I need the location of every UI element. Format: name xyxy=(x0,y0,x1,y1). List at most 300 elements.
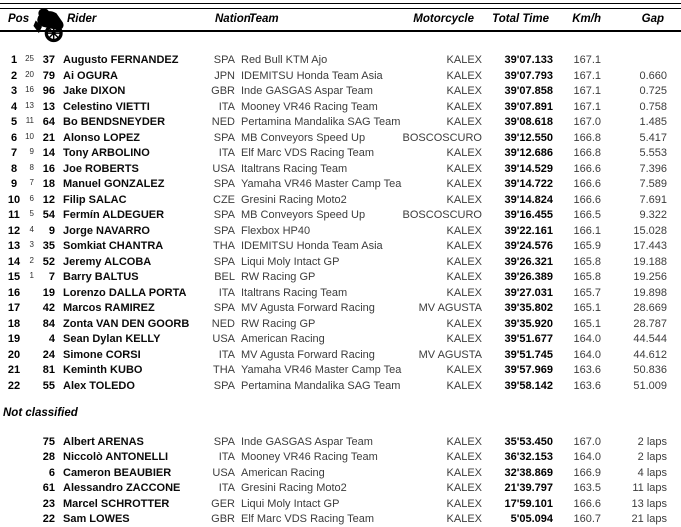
position-cell: 8 xyxy=(10,162,18,175)
team-cell: Yamaha VR46 Master Camp Tea xyxy=(241,178,402,190)
position-cell: 19 xyxy=(7,333,21,345)
total-time-cell: 39'12.550 xyxy=(504,131,553,144)
kmh-cell: 166.5 xyxy=(573,209,601,221)
rider-number-cell: 24 xyxy=(42,348,55,361)
position-cell: 9 xyxy=(10,178,18,190)
team-cell: Inde GASGAS Aspar Team xyxy=(241,436,373,448)
gap-cell: 2 laps xyxy=(637,451,667,464)
total-time-cell: 35'53.450 xyxy=(504,436,553,448)
team-cell: Mooney VR46 Racing Team xyxy=(241,100,378,113)
points-cell: 13 xyxy=(25,100,34,110)
table-row xyxy=(0,512,681,527)
kmh-cell: 167.1 xyxy=(573,69,601,82)
points-cell xyxy=(24,346,34,362)
nation-cell: CZE xyxy=(213,193,235,206)
gap-cell: 19.188 xyxy=(633,255,667,268)
total-time-cell: 39'22.161 xyxy=(504,224,553,237)
position-cell: 20 xyxy=(7,348,21,361)
kmh-cell: 167.1 xyxy=(573,85,601,97)
gap-cell: 9.322 xyxy=(639,209,667,221)
points-cell xyxy=(24,510,34,525)
motorcycle-cell: KALEX xyxy=(446,512,482,525)
kmh-cell: 164.0 xyxy=(573,333,601,345)
position-cell xyxy=(0,435,24,450)
total-time-cell: 39'35.802 xyxy=(504,302,553,314)
position-cell: 14 xyxy=(7,255,21,268)
motorcycle-cell: KALEX xyxy=(446,451,482,464)
rider-number-cell: 28 xyxy=(42,451,55,464)
nation-cell: SPA xyxy=(213,209,235,221)
table-row xyxy=(0,224,681,240)
rider-number-cell: 54 xyxy=(42,209,55,221)
position-cell: 17 xyxy=(7,302,21,314)
table-row xyxy=(0,84,681,100)
motorcycle-cell: KALEX xyxy=(446,271,482,283)
points-cell: 8 xyxy=(29,162,34,172)
gap-cell: 7.396 xyxy=(639,162,667,175)
team-cell: Liqui Moly Intact GP xyxy=(241,497,340,510)
gap-cell: 4 laps xyxy=(637,466,667,479)
nation-cell: SPA xyxy=(213,255,235,268)
results-sheet xyxy=(0,3,681,526)
rider-number-cell: 18 xyxy=(42,178,55,190)
motorcycle-rider-icon xyxy=(30,7,72,43)
gap-cell: 15.028 xyxy=(633,224,667,237)
total-time-cell: 39'51.677 xyxy=(504,333,553,345)
motorcycle-cell: KALEX xyxy=(446,364,482,376)
table-row xyxy=(0,379,681,395)
team-cell: RW Racing GP xyxy=(241,271,316,283)
nation-cell: SPA xyxy=(213,436,235,448)
motorcycle-cell: KALEX xyxy=(446,193,482,206)
rider-number-cell: 64 xyxy=(42,116,55,128)
classified-rows xyxy=(0,53,681,394)
nation-cell: NED xyxy=(211,317,235,330)
total-time-cell: 36'32.153 xyxy=(504,451,553,464)
total-time-cell: 32'38.869 xyxy=(504,466,553,479)
rider-name-cell: Sam LOWES xyxy=(63,512,130,525)
points-cell xyxy=(24,377,34,393)
rider-name-cell: Marcos RAMIREZ xyxy=(63,302,155,314)
total-time-cell: 17'59.101 xyxy=(504,497,553,510)
table-row xyxy=(0,255,681,271)
rider-name-cell: Niccolò ANTONELLI xyxy=(63,451,169,464)
table-row xyxy=(0,177,681,193)
team-cell: Flexbox HP40 xyxy=(241,224,311,237)
motorcycle-cell: KALEX xyxy=(446,255,482,268)
position-cell xyxy=(0,466,24,481)
total-time-cell: 39'14.529 xyxy=(504,162,553,175)
table-row xyxy=(0,100,681,116)
nation-cell: SPA xyxy=(213,302,235,314)
motorcycle-cell: KALEX xyxy=(446,54,482,66)
team-cell: IDEMITSU Honda Team Asia xyxy=(241,240,383,252)
points-cell xyxy=(24,433,34,448)
table-row xyxy=(0,317,681,333)
kmh-cell: 166.6 xyxy=(573,497,601,510)
rider-name-cell: Augusto FERNANDEZ xyxy=(63,54,179,66)
gap-cell: 28.787 xyxy=(633,317,667,330)
rider-name-cell: Marcel SCHROTTER xyxy=(63,497,170,510)
rider-name-cell: Cameron BEAUBIER xyxy=(63,466,172,479)
points-cell xyxy=(24,284,34,300)
not-classified-rows xyxy=(0,435,681,527)
kmh-cell: 165.8 xyxy=(573,271,601,283)
nation-cell: SPA xyxy=(213,131,235,144)
rider-number-cell: 19 xyxy=(42,286,55,299)
team-cell: Elf Marc VDS Racing Team xyxy=(241,147,375,159)
motorcycle-cell: KALEX xyxy=(446,333,482,345)
gap-cell: 5.553 xyxy=(639,147,667,159)
motorcycle-cell: MV AGUSTA xyxy=(418,348,482,361)
rider-name-cell: Filip SALAC xyxy=(63,193,127,206)
position-cell: 10 xyxy=(7,193,21,206)
gap-cell: 19.256 xyxy=(633,271,667,283)
position-cell: 16 xyxy=(7,286,21,299)
total-time-cell: 39'26.389 xyxy=(504,271,553,283)
rider-name-cell: Keminth KUBO xyxy=(63,364,143,376)
kmh-cell: 163.6 xyxy=(573,364,601,376)
position-cell: 22 xyxy=(7,379,21,392)
total-time-cell: 39'08.618 xyxy=(504,116,553,128)
kmh-cell: 166.8 xyxy=(573,131,601,144)
rider-name-cell: Somkiat CHANTRA xyxy=(63,240,164,252)
position-cell xyxy=(0,497,24,512)
total-time-cell: 39'07.793 xyxy=(504,69,553,82)
gap-cell: 7.691 xyxy=(639,193,667,206)
gap-cell: 11 laps xyxy=(632,482,667,495)
table-row xyxy=(0,301,681,317)
nation-cell: USA xyxy=(212,162,235,175)
rider-name-cell: Jake DIXON xyxy=(63,85,126,97)
points-cell xyxy=(24,495,34,510)
kmh-cell: 166.6 xyxy=(573,162,601,175)
position-cell: 2 xyxy=(10,69,18,82)
kmh-cell: 165.8 xyxy=(573,255,601,268)
motorcycle-cell: KALEX xyxy=(446,147,482,159)
rider-name-cell: Lorenzo DALLA PORTA xyxy=(63,286,187,299)
motorcycle-cell: KALEX xyxy=(446,162,482,175)
rider-name-cell: Ai OGURA xyxy=(63,69,118,82)
rider-name-cell: Alonso LOPEZ xyxy=(63,131,140,144)
position-cell: 12 xyxy=(7,224,21,237)
nation-cell: SPA xyxy=(213,379,235,392)
points-cell: 3 xyxy=(29,240,34,249)
total-time-cell: 5'05.094 xyxy=(510,512,553,525)
rider-number-cell: 96 xyxy=(42,85,55,97)
gap-cell: 28.669 xyxy=(633,302,667,314)
table-header xyxy=(0,8,681,32)
position-cell: 5 xyxy=(10,116,18,128)
motorcycle-cell: KALEX xyxy=(446,100,482,113)
points-cell xyxy=(24,330,34,346)
gap-cell: 2 laps xyxy=(637,436,667,448)
kmh-cell: 166.8 xyxy=(573,147,601,159)
rider-number-cell: 52 xyxy=(42,255,55,268)
motorcycle-cell: KALEX xyxy=(446,482,482,495)
nation-cell: BEL xyxy=(214,271,235,283)
total-time-cell: 39'26.321 xyxy=(504,255,553,268)
total-time-cell: 39'27.031 xyxy=(504,286,553,299)
rider-name-cell: Bo BENDSNEYDER xyxy=(63,116,166,128)
rider-number-cell: 13 xyxy=(42,100,55,113)
nation-cell: GER xyxy=(211,497,235,510)
gap-cell: 50.836 xyxy=(633,364,667,376)
team-cell: Red Bull KTM Ajo xyxy=(241,54,328,66)
motorcycle-cell: KALEX xyxy=(446,497,482,510)
gap-cell: 51.009 xyxy=(633,379,667,392)
kmh-cell: 163.5 xyxy=(573,482,601,495)
points-cell: 5 xyxy=(29,209,34,218)
total-time-cell: 39'57.969 xyxy=(504,364,553,376)
table-row xyxy=(0,115,681,131)
rider-name-cell: Alex TOLEDO xyxy=(63,379,135,392)
points-cell: 9 xyxy=(29,147,34,156)
team-cell: MV Agusta Forward Racing xyxy=(241,348,375,361)
points-cell xyxy=(24,479,34,494)
table-row xyxy=(0,270,681,286)
gap-cell: 1.485 xyxy=(639,116,667,128)
header-pos: Pos xyxy=(8,13,30,25)
nation-cell: GBR xyxy=(211,85,235,97)
team-cell: Gresini Racing Moto2 xyxy=(241,482,347,495)
points-cell xyxy=(24,448,34,463)
position-cell xyxy=(0,450,24,465)
rider-name-cell: Alessandro ZACCONE xyxy=(63,482,181,495)
rider-number-cell: 75 xyxy=(42,436,55,448)
table-row xyxy=(0,193,681,209)
rider-number-cell: 61 xyxy=(42,482,55,495)
team-cell: American Racing xyxy=(241,466,325,479)
team-cell: Pertamina Mandalika SAG Team xyxy=(241,379,401,392)
nation-cell: GBR xyxy=(211,512,235,525)
team-cell: Elf Marc VDS Racing Team xyxy=(241,512,375,525)
points-cell xyxy=(24,315,34,331)
rider-number-cell: 21 xyxy=(42,131,55,144)
table-row xyxy=(0,348,681,364)
position-cell: 11 xyxy=(8,209,20,221)
rider-name-cell: Manuel GONZALEZ xyxy=(63,178,165,190)
header-gap: Gap xyxy=(641,13,664,25)
points-cell xyxy=(24,299,34,315)
points-cell: 7 xyxy=(29,178,34,187)
motorcycle-cell: KALEX xyxy=(446,85,482,97)
rider-number-cell: 35 xyxy=(42,240,55,252)
kmh-cell: 164.0 xyxy=(573,451,601,464)
rider-name-cell: Zonta VAN DEN GOORB xyxy=(63,317,190,330)
gap-cell: 7.589 xyxy=(639,178,667,190)
kmh-cell: 165.7 xyxy=(573,286,601,299)
position-cell: 7 xyxy=(10,147,18,159)
table-row xyxy=(0,497,681,512)
position-cell: 13 xyxy=(7,240,21,252)
not-classified-label: Not classified xyxy=(3,407,78,419)
table-row xyxy=(0,131,681,147)
rider-number-cell: 4 xyxy=(48,333,55,345)
position-cell: 6 xyxy=(10,131,18,144)
motorcycle-cell: KALEX xyxy=(446,69,482,82)
team-cell: Yamaha VR46 Master Camp Tea xyxy=(241,364,402,376)
header-motorcycle: Motorcycle xyxy=(413,13,474,25)
team-cell: Italtrans Racing Team xyxy=(241,286,348,299)
table-row xyxy=(0,286,681,302)
points-cell: 10 xyxy=(25,131,34,141)
rider-number-cell: 84 xyxy=(42,317,55,330)
kmh-cell: 165.1 xyxy=(573,302,601,314)
kmh-cell: 167.1 xyxy=(573,54,601,66)
table-row xyxy=(0,69,681,85)
rider-number-cell: 14 xyxy=(42,147,55,159)
position-cell: 15 xyxy=(7,271,21,283)
kmh-cell: 160.7 xyxy=(573,512,601,525)
nation-cell: ITA xyxy=(218,100,235,113)
gap-cell: 19.898 xyxy=(633,286,667,299)
rider-name-cell: Joe ROBERTS xyxy=(63,162,139,175)
gap-cell: 0.758 xyxy=(639,100,667,113)
points-cell: 2 xyxy=(29,255,34,265)
table-row xyxy=(0,162,681,178)
points-cell: 16 xyxy=(25,85,34,94)
total-time-cell: 21'39.797 xyxy=(504,482,553,495)
points-cell: 6 xyxy=(29,193,34,203)
points-cell: 1 xyxy=(29,271,34,280)
motorcycle-cell: KALEX xyxy=(446,317,482,330)
kmh-cell: 166.1 xyxy=(573,224,601,237)
points-cell xyxy=(24,464,34,479)
motorcycle-cell: KALEX xyxy=(446,286,482,299)
table-row xyxy=(0,332,681,348)
rider-name-cell: Jorge NAVARRO xyxy=(63,224,150,237)
table-row xyxy=(0,363,681,379)
kmh-cell: 165.9 xyxy=(573,240,601,252)
rider-number-cell: 81 xyxy=(42,364,55,376)
rider-name-cell: Tony ARBOLINO xyxy=(63,147,150,159)
kmh-cell: 166.9 xyxy=(573,466,601,479)
position-cell: 1 xyxy=(10,54,18,66)
nation-cell: ITA xyxy=(218,348,235,361)
nation-cell: JPN xyxy=(214,69,235,82)
nation-cell: NED xyxy=(211,116,235,128)
nation-cell: THA xyxy=(213,240,235,252)
rider-number-cell: 6 xyxy=(48,466,55,479)
points-cell xyxy=(24,361,34,377)
total-time-cell: 39'07.858 xyxy=(504,85,553,97)
rider-name-cell: Barry BALTUS xyxy=(63,271,139,283)
motorcycle-cell: BOSCOSCURO xyxy=(402,131,482,144)
header-nation: Nation xyxy=(215,13,251,25)
nation-cell: SPA xyxy=(213,178,235,190)
rider-name-cell: Sean Dylan KELLY xyxy=(63,333,161,345)
gap-cell: 44.544 xyxy=(633,333,667,345)
gap-cell: 0.725 xyxy=(639,85,667,97)
points-cell: 4 xyxy=(29,224,34,234)
team-cell: Liqui Moly Intact GP xyxy=(241,255,340,268)
team-cell: Pertamina Mandalika SAG Team xyxy=(241,116,401,128)
motorcycle-cell: KALEX xyxy=(446,436,482,448)
kmh-cell: 163.6 xyxy=(573,379,601,392)
team-cell: RW Racing GP xyxy=(241,317,316,330)
total-time-cell: 39'58.142 xyxy=(504,379,553,392)
total-time-cell: 39'51.745 xyxy=(504,348,553,361)
rider-number-cell: 23 xyxy=(42,497,55,510)
total-time-cell: 39'07.891 xyxy=(504,100,553,113)
nation-cell: ITA xyxy=(218,286,235,299)
team-cell: American Racing xyxy=(241,333,325,345)
team-cell: Inde GASGAS Aspar Team xyxy=(241,85,373,97)
table-row xyxy=(0,53,681,69)
team-cell: MB Conveyors Speed Up xyxy=(241,209,366,221)
position-cell: 4 xyxy=(10,100,18,113)
team-cell: MV Agusta Forward Racing xyxy=(241,302,375,314)
total-time-cell: 39'14.824 xyxy=(504,193,553,206)
rider-number-cell: 37 xyxy=(42,54,55,66)
motorcycle-cell: KALEX xyxy=(446,379,482,392)
team-cell: Gresini Racing Moto2 xyxy=(241,193,347,206)
rider-number-cell: 12 xyxy=(42,193,55,206)
table-row xyxy=(0,146,681,162)
header-total-time: Total Time xyxy=(492,13,549,25)
rider-number-cell: 16 xyxy=(42,162,55,175)
rider-name-cell: Celestino VIETTI xyxy=(63,100,150,113)
rider-number-cell: 55 xyxy=(42,379,55,392)
position-cell xyxy=(0,512,24,527)
position-cell: 21 xyxy=(7,364,21,376)
rider-name-cell: Albert ARENAS xyxy=(63,436,144,448)
header-rider: Rider xyxy=(67,13,97,25)
header-kmh: Km/h xyxy=(572,13,601,25)
gap-cell: 13 laps xyxy=(631,497,667,510)
rider-number-cell: 42 xyxy=(42,302,55,314)
rider-number-cell: 9 xyxy=(48,224,55,237)
team-cell: IDEMITSU Honda Team Asia xyxy=(241,69,383,82)
kmh-cell: 166.6 xyxy=(573,193,601,206)
kmh-cell: 166.6 xyxy=(573,178,601,190)
header-team: Team xyxy=(249,13,279,25)
kmh-cell: 167.0 xyxy=(573,436,601,448)
gap-cell: 0.660 xyxy=(639,69,667,82)
total-time-cell: 39'24.576 xyxy=(504,240,553,252)
table-row xyxy=(0,435,681,450)
nation-cell: USA xyxy=(212,333,235,345)
points-cell: 20 xyxy=(25,69,34,79)
kmh-cell: 164.0 xyxy=(573,348,601,361)
gap-cell: 5.417 xyxy=(639,131,667,144)
table-row xyxy=(0,466,681,481)
nation-cell: ITA xyxy=(218,451,235,464)
motorcycle-cell: KALEX xyxy=(446,240,482,252)
motorcycle-cell: KALEX xyxy=(446,116,482,128)
rider-name-cell: Simone CORSI xyxy=(63,348,141,361)
rider-name-cell: Jeremy ALCOBA xyxy=(63,255,152,268)
motorcycle-cell: MV AGUSTA xyxy=(418,302,482,314)
gap-cell: 17.443 xyxy=(633,240,667,252)
points-cell: 25 xyxy=(25,54,34,63)
rider-number-cell: 79 xyxy=(42,69,55,82)
kmh-cell: 167.0 xyxy=(573,116,601,128)
table-row xyxy=(0,208,681,224)
points-cell: 11 xyxy=(25,116,34,125)
motorcycle-cell: KALEX xyxy=(446,178,482,190)
motorcycle-cell: KALEX xyxy=(446,466,482,479)
position-cell: 3 xyxy=(10,85,18,97)
rider-number-cell: 7 xyxy=(48,271,55,283)
motorcycle-cell: KALEX xyxy=(446,224,482,237)
total-time-cell: 39'14.722 xyxy=(504,178,553,190)
nation-cell: ITA xyxy=(218,147,235,159)
total-time-cell: 39'16.455 xyxy=(504,209,553,221)
rider-number-cell: 22 xyxy=(42,512,55,525)
kmh-cell: 165.1 xyxy=(573,317,601,330)
